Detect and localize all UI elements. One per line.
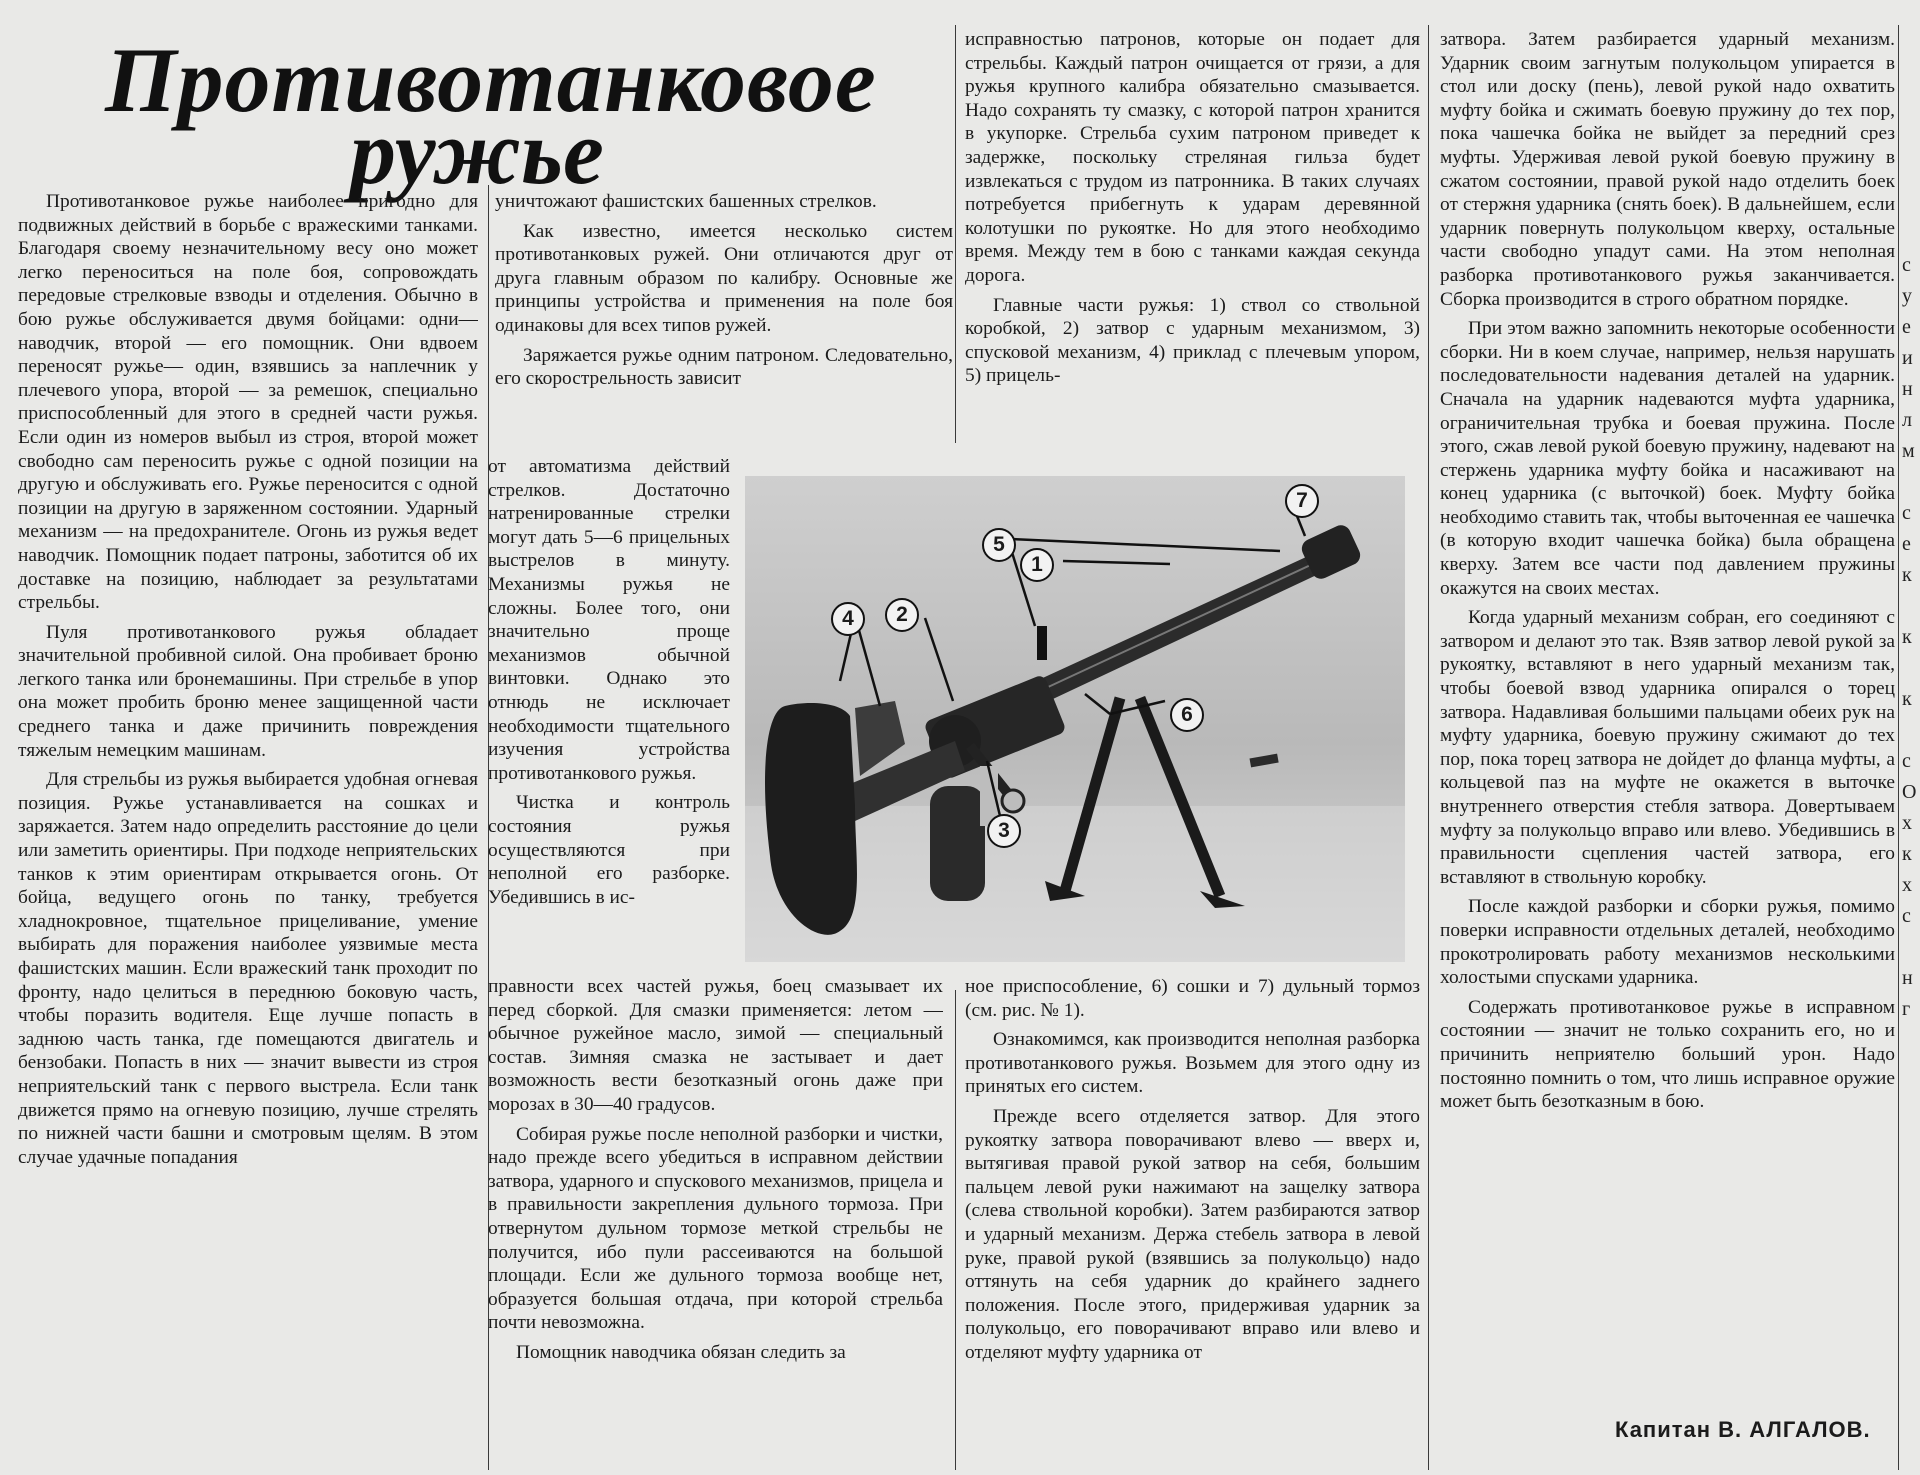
callout-label-4: 4 — [831, 602, 865, 636]
column-divider — [1898, 25, 1899, 1470]
paragraph: Главные части ружья: 1) ствол со ствольной коробкой, 2) затвор с ударным механизмом, 3) спусковой механизм, 4) приклад с плечевым упором, 5) прицель- — [965, 294, 1420, 387]
callout-label-6: 6 — [1170, 698, 1204, 732]
paragraph: Пуля противотанкового ружья обладает значительной пробивной силой. Она пробивает броню легкого танка или бронемашины. При стрельбе в упор она может пробить броню менее защищенной части среднего танка и даже причинить повреждения тяжелым немецким машинам. — [18, 621, 478, 761]
headline-line-2: ружье — [350, 101, 604, 203]
paragraph: затвора. Затем разбирается ударный механизм. Ударник своим загнутым полукольцом упирается в стол или доску (пень), левой рукой надо охватить муфту бойка и сжимать боевую пружину до тех пор, пока чашечка бойка не выйдет за передний срез муфты. Удерживая левой рукой боевую пружину в сжатом состоянии, правой рукой надо отделить боек от стержня ударника (снять боек). В дальнейшем, если ударник повернуть полукольцом кверху, остальные части свободно упадут сами. На этом неполная разборка противотанкового ружья заканчивается. Сборка производится в строго обратном порядке. — [1440, 29, 1895, 310]
edge-letter: с — [1902, 502, 1911, 524]
column-2-bottom — [488, 975, 943, 1470]
paragraph: При этом важно запомнить некоторые особенности сборки. Ни в коем случае, например, нельзя нарушать последовательности надевания деталей на ударник. Сначала на ударник надеваются муфта ударника, ограничительная трубка и боевая пружина. После этого, сжав левой рукой боевую пружину, надевают на стержень ударника муфту бойка и насаживают на конец ударника (с выточкой) боек. Муфту бойка необходимо ставить так, чтобы выточенная ее чашечка (в которую входит чашечка бойка) была обращена кверху. Затем все части под давлением пружины окажутся на своих местах. — [1440, 318, 1895, 599]
paragraph: Заряжается ружье одним патроном. Следовательно, его скорострельность зависит — [495, 344, 953, 390]
edge-letter: к — [1902, 626, 1912, 648]
edge-letter: с — [1902, 750, 1911, 772]
column-4 — [1440, 28, 1895, 1413]
column-1 — [18, 190, 478, 1470]
callout-label-2: 2 — [885, 598, 919, 632]
column-2-narrow — [488, 455, 730, 973]
paragraph: Для стрельбы из ружья выбирается удобная огневая позиция. Ружье устанавливается на сошках и заряжается. Затем надо определить расстояние до цели или заметить ориентиры. При подходе неприятельских танков к этим ориентирам открывается огонь. От бойца, ведущего огонь по танку, требуется хладнокровное, тщательное прицеливание, умение выбирать для поражения наиболее уязвимые места фашистских машин. Если вражеский танк проходит по фронту, надо целиться в переднюю боковую часть, чтобы поразить водителя. Еще лучше попасть в заднюю часть танка, где помещаются двигатель и бензобаки. Попасть в них — значит вывести из строя неприятельский танк с первого выстрела. Если танк движется прямо на огневую позицию, лучше стрелять по нижней части башни и смотровым щелям. В этом случае удачные попадания — [18, 769, 478, 1168]
paragraph: от автоматизма действий стрелков. Достаточно натренированные стрелки могут дать 5—6 прицельных выстрелов в минуту. Механизмы ружья не сложны. Более того, они значительно проще механизмов обычной винтовки. Однако это отнюдь не исключает необходимости тщательного изучения устройства противотанкового ружья. — [488, 456, 730, 784]
column-divider — [955, 25, 956, 443]
edge-letter — [1902, 932, 1920, 963]
paragraph: Помощник наводчика обязан следить за — [516, 1341, 846, 1363]
paragraph: Когда ударный механизм собран, его соединяют с затвором и делают это так. Взяв затвор левой рукой за рукоятку, вставляют в него ударный механизм так, чтобы боевой взвод ударника опирался о торец затвора. Надавливая большими пальцами обеих рук на муфту ударника, боевую пружину сжимают до тех пор, пока торец затвора не дойдет до фланца муфты, а кольцевой паз на муфте не окажется в выточке внутреннего отверстия стебля затвора. Довертываем муфту за полукольцо вправо или влево. Убедившись в правильности сцепления частей затвора, его вставляют в ствольную коробку. — [1440, 607, 1895, 888]
column-divider — [955, 990, 956, 1470]
edge-letter: е — [1902, 533, 1911, 555]
paragraph: Ознакомимся, как производится неполная разборка противотанкового ружья. Возьмем для этого одну из принятых его систем. — [965, 1029, 1420, 1098]
adjacent-column-fragment — [1902, 250, 1920, 1470]
edge-letter: х — [1902, 812, 1912, 834]
rifle-illustration — [745, 476, 1405, 962]
column-3-top — [965, 28, 1420, 446]
callout-label-1: 1 — [1020, 548, 1054, 582]
paragraph: уничтожают фашистских башенных стрелков. — [495, 191, 877, 212]
paragraph: правности всех частей ружья, боец смазывает их перед сборкой. Для смазки применяется: летом — обычное ружейное масло, зимой — специальный состав. Зимняя смазка не застывает и дает возможность вести безотказный огонь даже при морозах в 30—40 градусов. — [488, 976, 943, 1115]
edge-letter: к — [1902, 564, 1912, 586]
edge-letter: с — [1902, 905, 1911, 927]
edge-letter — [1902, 715, 1920, 746]
edge-letter — [1902, 467, 1920, 498]
edge-letter: л — [1902, 409, 1912, 431]
headline-line-1: Противотанковое — [105, 29, 877, 131]
edge-letter: у — [1902, 285, 1912, 307]
paragraph: Прежде всего отделяется затвор. Для этого рукоятку затвора поворачивают влево — вверх и, вытягивая правой рукой затвор на себя, большим пальцем левой руки нажимают на защелку затвора (слева ствольной коробки). Затем разбираются затвор и ударный механизм. Держа стебель затвора в левой руке, правой рукой (взявшись за полукольцо) надо оттянуть на себя ударник до крайнего заднего положения. После этого, придерживая ударник за полукольцо, его поворачивают вправо или влево и отделяют муфту ударника от — [965, 1105, 1420, 1363]
paragraph: Как известно, имеется несколько систем противотанковых ружей. Они отличаются друг от друга главным образом по калибру. Основные же принципы устройства и применения на поле боя одинаковы для всех типов ружей. — [495, 220, 953, 336]
column-2-top — [495, 190, 953, 455]
paragraph: ное приспособление, 6) сошки и 7) дульный тормоз (см. рис. № 1). — [965, 976, 1420, 1021]
paragraph: Собирая ружье после неполной разборки и чистки, надо прежде всего убедиться в исправном действии затвора, ударного и спускового механизмов, прицела и в правильности закрепления дульного тормоза. При отвернутом дульном тормозе меткой стрельбы не получится, ибо пули рассеиваются на большой площади. Если же дульного тормоза вообще нет, образуется большая отдача, при которой стрельба почти невозможна. — [488, 1123, 943, 1334]
edge-letter: е — [1902, 316, 1911, 338]
paragraph: Чистка и контроль состояния ружья осуществляются при неполной его разборке. Убедившись в ис- — [488, 792, 730, 908]
paragraph: Содержать противотанковое ружье в исправном состоянии — значит не только сохранить его, но и причинить неприятелю больший урон. Надо постоянно помнить о том, что лишь исправное оружие может быть безотказным в бою. — [1440, 996, 1895, 1113]
edge-letter: г — [1902, 998, 1911, 1020]
column-3-bottom — [965, 975, 1420, 1470]
callout-label-3: 3 — [987, 814, 1021, 848]
edge-letter: х — [1902, 874, 1912, 896]
paragraph: Противотанковое ружье наиболее пригодно для подвижных действий в борьбе с вражескими танками. Благодаря своему незначительному весу оно может легко переноситься на поле боя, сопровождать передовые стрелковые взводы и отделения. Обычно в бою ружье обслуживается двумя бойцами: одни—наводчик, второй — его помощник. Они вдвоем переносят ружье— один, взявшись за наплечник у плечевого упора, второй — за ремешок, специально приспособленный для этого в средней части ружья. Если один из номеров выбыл из строя, второй может свободно сам переносить ружье с одной позиции на другую и обслуживать его. Ружье переносится с одной позиции на другую в заряженном состоянии. Ударный механизм — на предохранителе. Огонь из ружья ведет наводчик. Помощник подает патроны, заботится об их доставке на позицию, наблюдает за результатами стрельбы. — [18, 191, 478, 614]
edge-letter: м — [1902, 440, 1915, 462]
edge-letter: к — [1902, 843, 1912, 865]
paragraph: После каждой разборки и сборки ружья, помимо поверки исправности отдельных деталей, необходимо прокотролировать работу механизмов несколькими холостыми спусками ударника. — [1440, 896, 1895, 989]
edge-letter: О — [1902, 781, 1917, 803]
callout-label-5: 5 — [982, 528, 1016, 562]
edge-letter — [1902, 653, 1920, 684]
edge-letter: к — [1902, 688, 1912, 710]
edge-letter: с — [1902, 254, 1911, 276]
paragraph: исправностью патронов, которые он подает для стрельбы. Каждый патрон очищается от грязи, а для ружья крупного калибра обязательно смазывается. Надо сохранять ту смазку, с которой патрон хранится в укупорке. Стрельба сухим патроном приведет к задержке, поскольку стреляная гильза будет извлекаться с трудом из патронника. В таких случаях потребуется прибегнуть к ударам деревянной колотушки по рукоятке. Но для этого необходимо время. Между тем в бою с танками каждая секунда дорога. — [965, 29, 1420, 286]
edge-letter: и — [1902, 347, 1913, 369]
column-divider — [1428, 25, 1429, 1470]
edge-letter — [1902, 591, 1920, 622]
edge-letter: н — [1902, 378, 1913, 400]
rifle-photograph — [745, 476, 1405, 962]
edge-letter: н — [1902, 967, 1913, 989]
callout-label-7: 7 — [1285, 484, 1319, 518]
author-signature: Капитан В. АЛГАЛОВ. — [1615, 1417, 1871, 1442]
